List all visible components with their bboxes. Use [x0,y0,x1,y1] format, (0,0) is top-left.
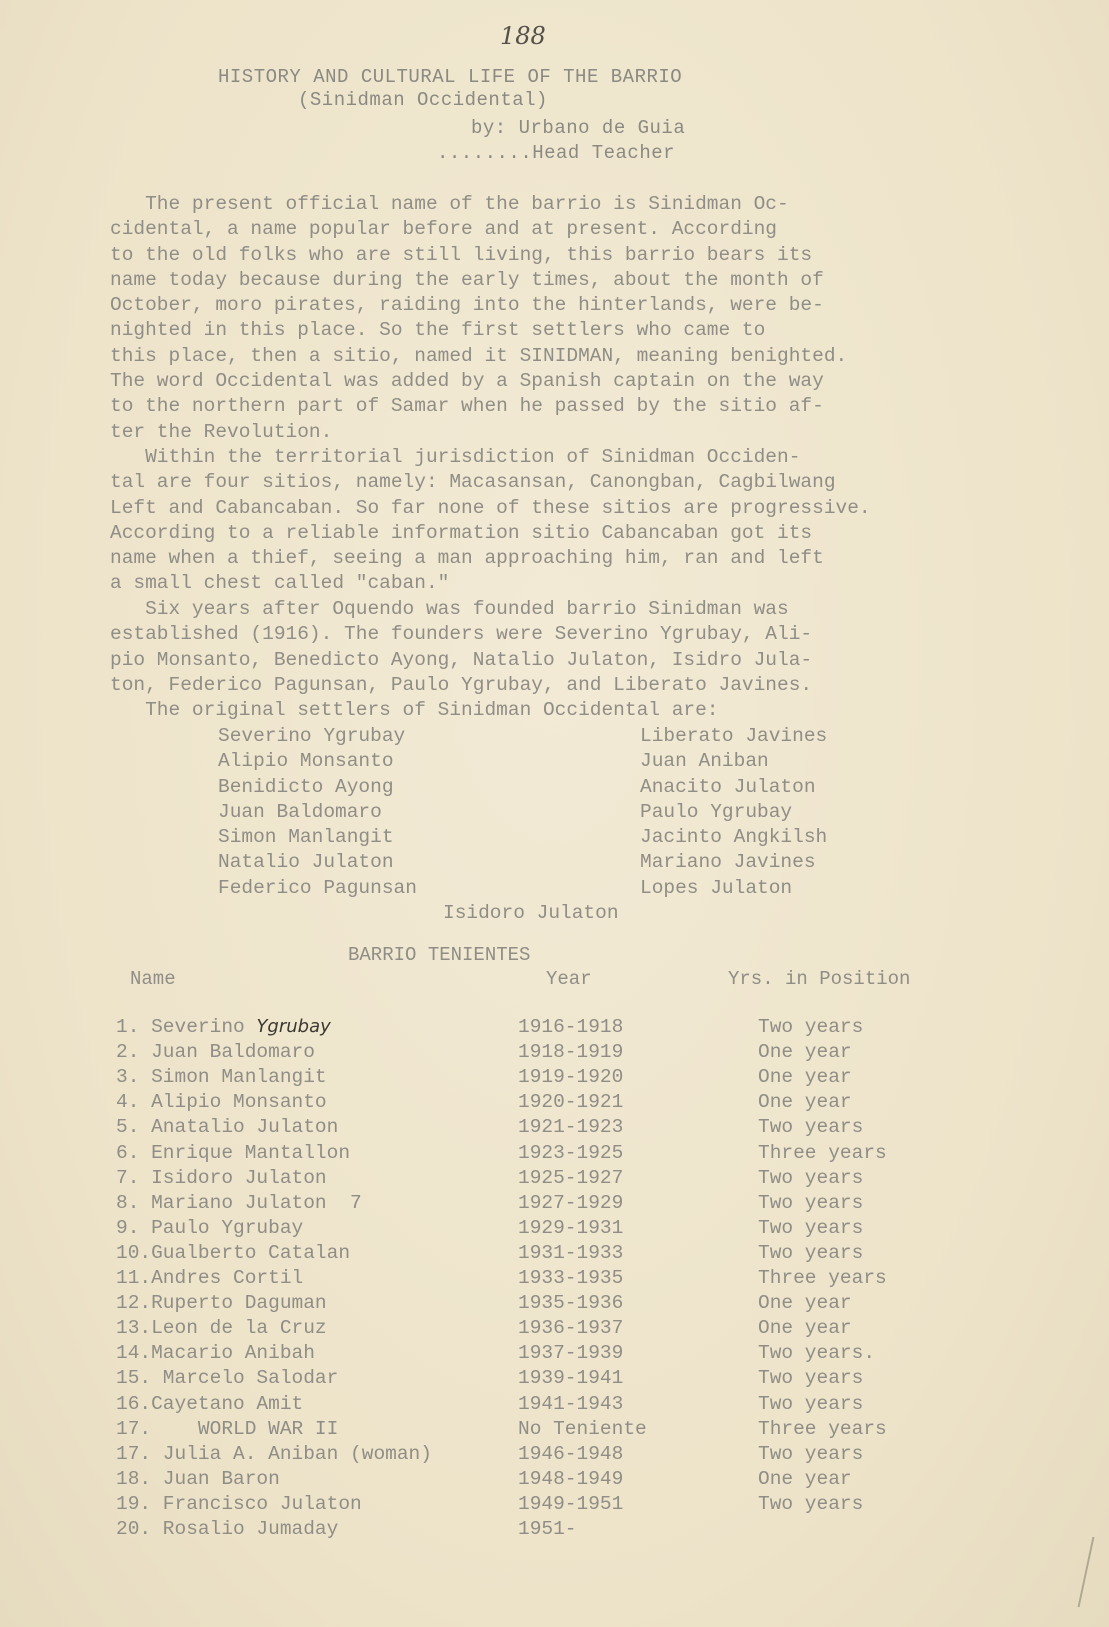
paragraph-line: a small chest called "caban." [110,572,450,595]
settler-name: Alipio Monsanto [218,750,394,773]
teniente-year: 1935-1936 [518,1292,624,1315]
settler-name: Liberato Javines [640,725,828,747]
teniente-name-text: 17. WORLD WAR II [116,1417,339,1440]
teniente-years-in-position: One year [758,1041,852,1064]
document-author: by: Urbano de Guia [471,117,686,139]
teniente-name [116,1016,331,1038]
paragraph-line: ter the Revolution. [110,420,333,443]
teniente-name [116,1292,327,1314]
tenientes-title: BARRIO TENIENTES [348,944,531,966]
teniente-name [116,1041,315,1063]
teniente-years-in-position: Two years [758,1492,864,1515]
handwritten-correction: Ygrubay [256,1016,331,1037]
teniente-year: 1927-1929 [518,1191,624,1214]
teniente-name [116,1443,432,1465]
table-row [116,1142,1016,1167]
teniente-years-in-position: One year [758,1467,852,1490]
settler-name: Anacito Julaton [640,775,816,798]
settler-name: Juan Aniban [640,750,769,773]
teniente-name-text: 1. Severino [116,1016,257,1038]
teniente-year: No Teniente [518,1417,647,1440]
teniente-name [116,1091,327,1113]
column-header-year: Year [546,968,592,990]
settler-name: Paulo Ygrubay [640,800,793,823]
teniente-year: 1931-1933 [518,1241,624,1264]
settler-last [443,901,619,926]
settler-name: Lopes Julaton [640,876,793,899]
teniente-name [116,1518,338,1540]
teniente-name [116,1116,338,1138]
paragraph-founding [110,597,1060,723]
teniente-years-in-position: One year [758,1091,852,1114]
settler-name: Juan Baldomaro [218,800,382,823]
teniente-name-text: 19. Francisco Julaton [116,1492,362,1515]
table-row [116,1217,1016,1242]
paragraph-line: According to a reliable information sitio Cabancaban got its [110,521,813,544]
document-title: HISTORY AND CULTURAL LIFE OF THE BARRIO [218,66,683,88]
table-row [116,1317,1016,1342]
teniente-name [116,1142,350,1164]
paragraph-line: tal are four sitios, namely: Macasansan, Canongban, Cagbilwang [110,471,836,494]
teniente-name-text: 15. Marcelo Salodar [116,1367,339,1390]
paragraph-sitios [110,445,1060,597]
teniente-name [116,1167,327,1189]
teniente-year: 1951- [518,1518,577,1540]
teniente-name-text: 16.Cayetano Amit [116,1392,304,1415]
paragraph-line: ton, Federico Pagunsan, Paulo Ygrubay, and Liberato Javines. [110,673,813,696]
paragraph-line: The present official name of the barrio is Sinidman Oc- [110,193,789,215]
teniente-name-text: 6. Enrique Mantallon [116,1141,351,1164]
teniente-name-text: 7. Isidoro Julaton [116,1166,327,1189]
paragraph-line: nighted in this place. So the first settlers who came to [110,319,766,342]
paragraph-line: The word Occidental was added by a Spanish captain on the way [110,370,824,393]
teniente-year: 1937-1939 [518,1342,624,1365]
settler-name: Severino Ygrubay [218,725,406,747]
settler-name: Mariano Javines [640,851,816,874]
paragraph-line: to the northern part of Samar when he passed by the sitio af- [110,395,824,418]
paragraph-line: cidental, a name popular before and at present. According [110,218,778,241]
teniente-year: 1941-1943 [518,1392,624,1415]
paragraph-line: pio Monsanto, Benedicto Ayong, Natalio Julaton, Isidro Jula- [110,648,813,671]
table-row [116,1292,1016,1317]
table-row [116,1091,1016,1116]
teniente-years-in-position: Two years [758,1241,864,1264]
settler-name: Isidoro Julaton [443,902,619,924]
paragraph-line: this place, then a sitio, named it SINIDMAN, meaning benighted. [110,344,848,367]
teniente-name-text: 13.Leon de la Cruz [116,1317,327,1340]
teniente-name [116,1342,315,1364]
teniente-years-in-position: Two years [758,1367,864,1390]
teniente-name-text: 17. Julia A. Aniban (woman) [116,1442,432,1465]
teniente-name [116,1367,338,1389]
teniente-name-text: 10.Gualberto Catalan [116,1241,351,1264]
table-row [116,1418,1016,1443]
teniente-name-text: 4. Alipio Monsanto [116,1091,327,1114]
table-row [116,1393,1016,1418]
teniente-name [116,1066,327,1088]
teniente-name [116,1468,280,1490]
page-number: 188 [500,22,546,50]
table-row [116,1468,1016,1493]
table-row [116,1518,1016,1543]
paragraph-line: October, moro pirates, raiding into the hinterlands, were be- [110,294,824,317]
teniente-name-text: 5. Anatalio Julaton [116,1116,339,1139]
settlers-left-column [218,724,417,901]
settler-name: Natalio Julaton [218,851,394,874]
teniente-year: 1918-1919 [518,1041,624,1064]
paragraph-line: The original settlers of Sinidman Occidental are: [110,699,719,722]
paragraph-line: Left and Cabancaban. So far none of these sitios are progressive. [110,496,871,519]
table-row [116,1016,1016,1041]
teniente-name-text: 12.Ruperto Daguman [116,1292,327,1315]
teniente-year: 1919-1920 [518,1066,624,1089]
paragraph-name-origin [110,192,1060,445]
teniente-years-in-position: Three years [758,1141,887,1164]
teniente-name [116,1192,362,1214]
document-subtitle: (Sinidman Occidental) [298,89,548,111]
teniente-name-text: 2. Juan Baldomaro [116,1041,315,1064]
paragraph-line: name when a thief, seeing a man approaching him, ran and left [110,547,824,570]
teniente-year: 1921-1923 [518,1116,624,1139]
author-role: ........Head Teacher [437,142,676,164]
teniente-name [116,1393,303,1415]
table-row [116,1342,1016,1367]
table-row [116,1242,1016,1267]
teniente-years-in-position: Two years [758,1442,864,1465]
settler-name: Benidicto Ayong [218,775,394,798]
teniente-year: 1936-1937 [518,1317,624,1340]
teniente-years-in-position: One year [758,1317,852,1340]
table-row [116,1443,1016,1468]
table-row [116,1066,1016,1091]
teniente-year: 1949-1951 [518,1492,624,1515]
teniente-name-text: 9. Paulo Ygrubay [116,1216,304,1239]
teniente-year: 1916-1918 [518,1016,624,1038]
settler-name: Jacinto Angkilsh [640,826,828,849]
teniente-name [116,1317,327,1339]
table-row [116,1116,1016,1141]
teniente-year: 1948-1949 [518,1467,624,1490]
teniente-years-in-position: One year [758,1066,852,1089]
teniente-name [116,1267,303,1289]
table-row [116,1192,1016,1217]
teniente-years-in-position: Three years [758,1417,887,1440]
teniente-name-text: 3. Simon Manlangit [116,1066,327,1089]
teniente-year: 1929-1931 [518,1216,624,1239]
teniente-year: 1920-1921 [518,1091,624,1114]
teniente-year: 1946-1948 [518,1442,624,1465]
paragraph-line: Six years after Oquendo was founded barrio Sinidman was [110,598,789,620]
teniente-years-in-position: Two years [758,1392,864,1415]
teniente-year: 1939-1941 [518,1367,624,1390]
paragraph-line: to the old folks who are still living, this barrio bears its [110,243,813,266]
teniente-years-in-position: Two years [758,1216,864,1239]
teniente-name [116,1242,350,1264]
teniente-name-text: 18. Juan Baron [116,1467,280,1490]
table-row [116,1267,1016,1292]
paragraph-line: Within the territorial jurisdiction of Sinidman Occiden- [110,446,801,468]
settler-name: Federico Pagunsan [218,876,417,899]
teniente-name-text: 14.Macario Anibah [116,1342,315,1365]
teniente-years-in-position: Two years. [758,1342,876,1365]
table-row [116,1041,1016,1066]
teniente-name-text: 20. Rosalio Jumaday [116,1518,339,1540]
column-header-years-in-position: Yrs. in Position [728,968,911,990]
teniente-name [116,1493,362,1515]
teniente-year: 1925-1927 [518,1166,624,1189]
paragraph-line: name today because during the early times, about the month of [110,268,824,291]
teniente-years-in-position: Three years [758,1267,887,1289]
teniente-name [116,1418,338,1440]
teniente-year: 1923-1925 [518,1141,624,1164]
teniente-years-in-position: One year [758,1292,852,1315]
teniente-years-in-position: Two years [758,1166,864,1189]
teniente-name [116,1217,303,1239]
teniente-name-text: 11.Andres Cortil [116,1267,304,1289]
column-header-name: Name [130,968,176,990]
table-row [116,1367,1016,1392]
settlers-right-column [640,724,827,901]
table-row [116,1167,1016,1192]
table-row [116,1493,1016,1518]
paragraph-line: established (1916). The founders were Severino Ygrubay, Ali- [110,623,813,646]
teniente-years-in-position: Two years [758,1191,864,1214]
teniente-year: 1933-1935 [518,1267,624,1289]
settler-name: Simon Manlangit [218,826,394,849]
teniente-years-in-position: Two years [758,1016,864,1038]
teniente-years-in-position: Two years [758,1116,864,1139]
teniente-name-text: 8. Mariano Julaton 7 [116,1191,362,1214]
